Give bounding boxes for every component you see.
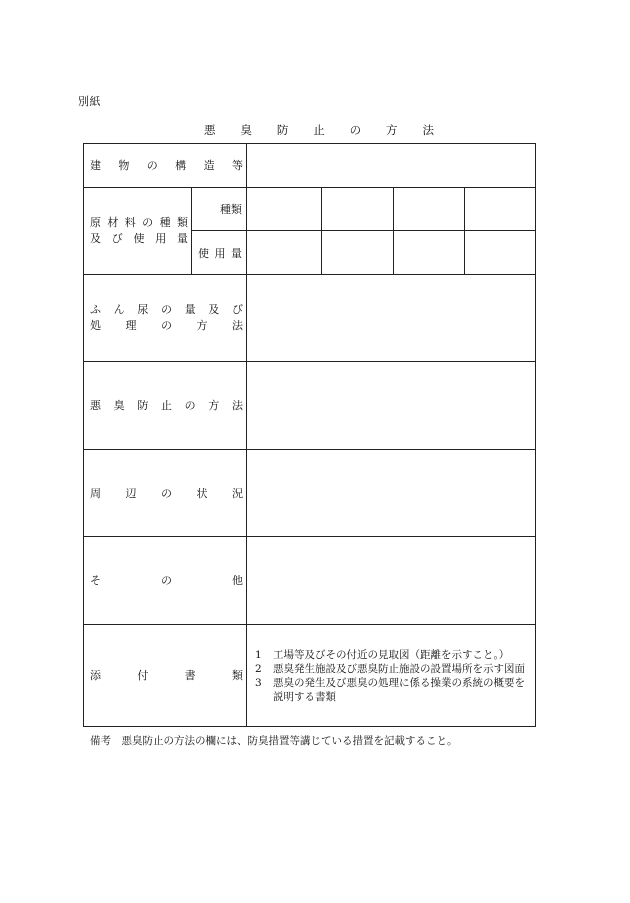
label-other: そ の 他 [84, 537, 247, 625]
label-materials: 原 材 料 の 種 類 及 び 使 用 量 [84, 188, 192, 275]
row-structure [84, 144, 536, 188]
input-kind-4[interactable] [465, 188, 536, 231]
row-other [84, 537, 536, 625]
label-structure: 建 物 の 構 造 等 [84, 144, 247, 188]
input-amount-4[interactable] [465, 231, 536, 275]
list-item: 1 工場等及びその付近の見取図（距離を示すこと。） [255, 648, 510, 661]
row-attachments [84, 625, 536, 727]
input-structure[interactable] [247, 144, 536, 188]
title-char: 方 [386, 123, 398, 137]
label-kind: 種 類 [192, 188, 247, 231]
row-surroundings [84, 450, 536, 537]
list-item: 3 悪臭の発生及び悪臭の処理に係る操業の系統の概要を説明する書類 [255, 676, 525, 703]
title-char: の [349, 123, 362, 137]
input-kind-3[interactable] [394, 188, 465, 231]
title-char: 悪 [204, 123, 216, 137]
title-char: 臭 [240, 123, 252, 137]
row-materials-kind [84, 188, 536, 231]
input-surroundings[interactable] [247, 450, 536, 537]
input-manure[interactable] [247, 275, 536, 362]
label-prevention: 悪 臭 防 止 の 方 法 [84, 362, 247, 450]
attachments-list [247, 625, 536, 727]
input-amount-3[interactable] [394, 231, 465, 275]
input-amount-1[interactable] [247, 231, 322, 275]
label-surroundings: 周 辺 の 状 況 [84, 450, 247, 537]
footnote: 備考 悪臭防止の方法の欄には、防臭措置等講じている措置を記載すること。 [90, 735, 458, 747]
input-prevention[interactable] [247, 362, 536, 450]
input-kind-2[interactable] [322, 188, 394, 231]
label-manure: ふ ん 尿 の 量 及 び 処 理 の 方 法 [84, 275, 247, 362]
input-other[interactable] [247, 537, 536, 625]
label-amount: 使 用 量 [192, 231, 247, 275]
row-prevention [84, 362, 536, 450]
title-char: 止 [313, 123, 325, 137]
list-item: 2 悪臭発生施設及び悪臭防止施設の設置場所を示す図面 [255, 662, 525, 675]
row-manure [84, 275, 536, 362]
title-char: 法 [422, 123, 434, 137]
input-kind-1[interactable] [247, 188, 322, 231]
annex-label: 別紙 [78, 95, 101, 108]
label-attachments: 添 付 書 類 [84, 625, 247, 727]
document-title [204, 122, 434, 138]
odor-prevention-form [83, 143, 536, 727]
title-char: 防 [276, 123, 289, 137]
input-amount-2[interactable] [322, 231, 394, 275]
